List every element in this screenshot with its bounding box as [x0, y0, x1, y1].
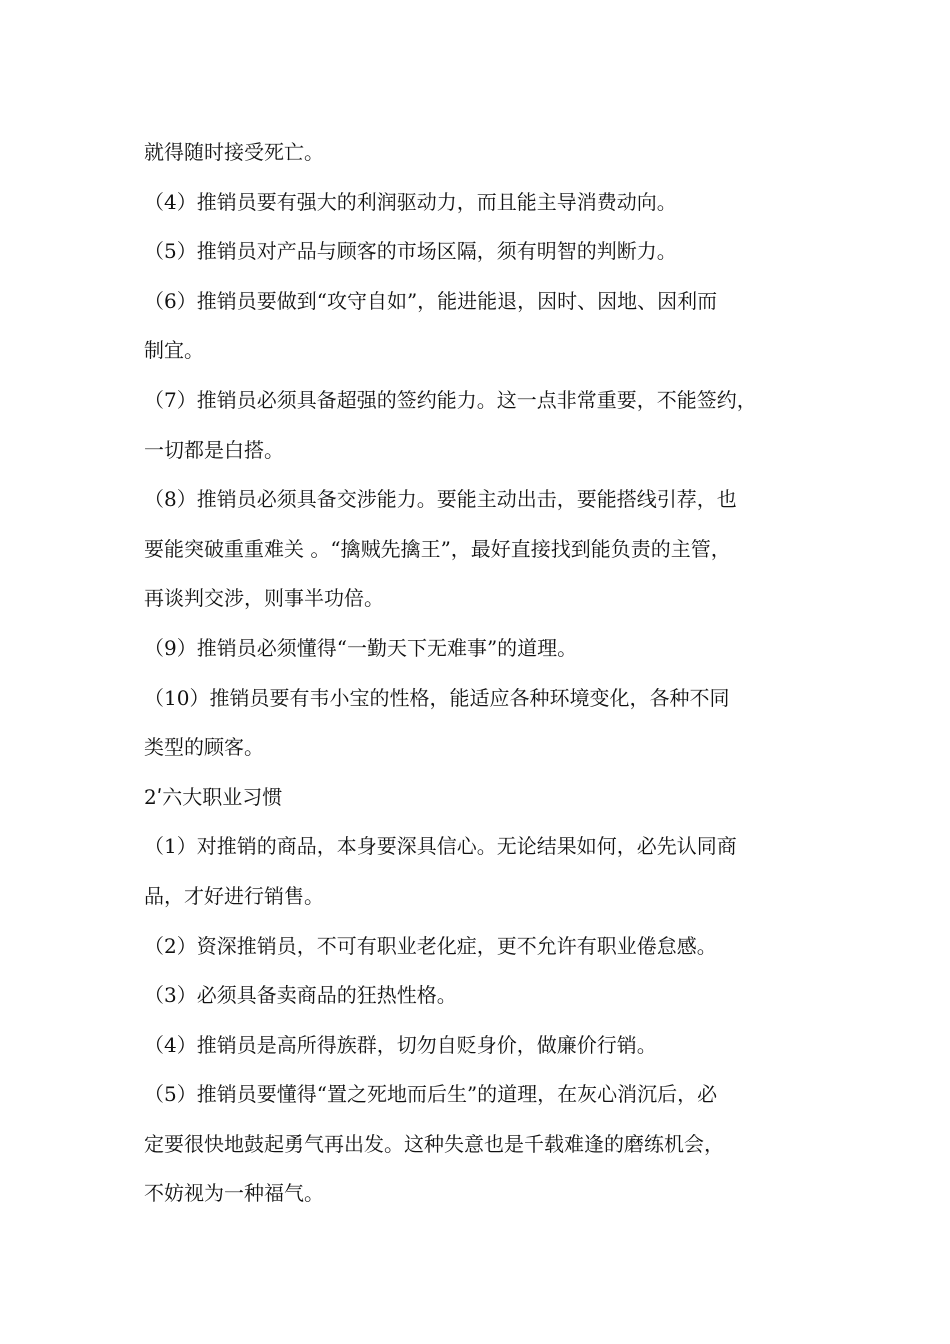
text-line: （8）推销员必须具备交涉能力。要能主动出击，要能搭线引荐，也 [144, 487, 737, 512]
text-line: 再谈判交涉，则事半功倍。 [144, 586, 384, 611]
text-line: （4）推销员是高所得族群，切勿自贬身价，做廉价行销。 [144, 1032, 657, 1057]
text-line: （1）对推销的商品，本身要深具信心。无论结果如何，必先认同商 [144, 834, 737, 859]
text-line: 一切都是白搭。 [144, 437, 284, 462]
text-line: 就得随时接受死亡。 [144, 140, 324, 164]
text-line: （5）推销员要懂得“置之死地而后生”的道理，在灰心消沉后，必 [144, 1082, 718, 1107]
text-line: 不妨视为一种福气。 [144, 1181, 324, 1206]
text-line: （6）推销员要做到“攻守自如”，能进能退，因时、因地、因利而 [144, 288, 718, 313]
document-body [144, 128, 824, 1219]
text-line: （5）推销员对产品与顾客的市场区隔，须有明智的判断力。 [144, 239, 677, 264]
text-line: （4）推销员要有强大的利润驱动力，而且能主导消费动向。 [144, 189, 677, 214]
text-line: （9）推销员必须懂得“一勤天下无难事”的道理。 [144, 635, 578, 660]
text-line: （3）必须具备卖商品的狂热性格。 [144, 983, 457, 1008]
text-line: 要能突破重重难关 。“擒贼先擒王”，最好直接找到能负责的主管， [144, 536, 731, 561]
text-line: 类型的顾客。 [144, 735, 264, 760]
section-heading: 2ʹ六大职业习惯 [144, 784, 283, 809]
text-line: 定要很快地鼓起勇气再出发。这种失意也是千载难逢的磨练机会， [144, 1131, 724, 1156]
text-line: 品，才好进行销售。 [144, 883, 324, 908]
text-line: （7）推销员必须具备超强的签约能力。这一点非常重要，不能签约， [144, 387, 757, 412]
text-line: （10）推销员要有韦小宝的性格，能适应各种环境变化，各种不同 [144, 685, 730, 710]
text-line: （2）资深推销员，不可有职业老化症，更不允许有职业倦怠感。 [144, 933, 717, 958]
text-line: 制宜。 [144, 338, 204, 363]
